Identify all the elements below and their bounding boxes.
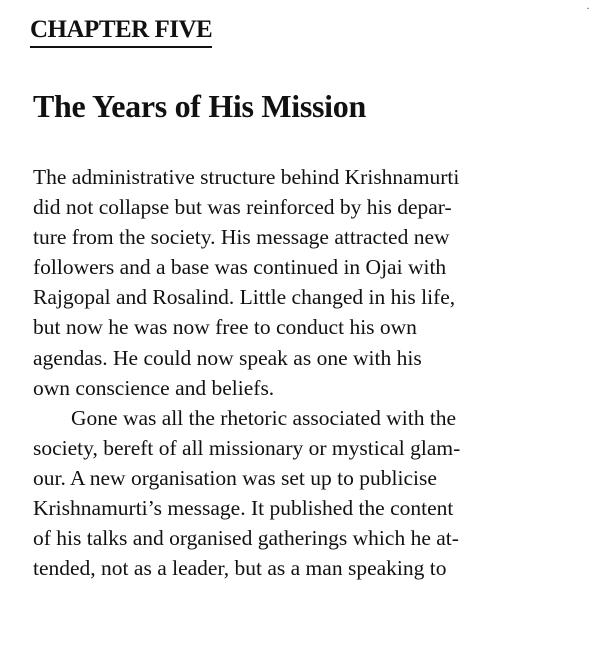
chapter-title: The Years of His Mission (33, 88, 366, 124)
text-line: Krishnamurti’s message. It published the content (33, 496, 454, 521)
text-line: of his talks and organised gatherings which he at- (33, 526, 459, 551)
paragraph-1 (33, 162, 593, 403)
paragraph-2 (33, 403, 593, 584)
text-line: did not collapse but was reinforced by his depar- (33, 195, 452, 220)
text-line: own conscience and beliefs. (33, 375, 275, 400)
text-line: but now he was now free to conduct his own (33, 315, 417, 340)
text-line: tended, not as a leader, but as a man speaking to (33, 556, 447, 581)
text-line: Rajgopal and Rosalind. Little changed in his life, (33, 285, 456, 310)
text-line: followers and a base was continued in Ojai with (33, 255, 447, 280)
text-line: agendas. He could now speak as one with his (33, 345, 422, 370)
stray-mark: · (586, 1, 590, 15)
text-line: our. A new organisation was set up to publicise (33, 465, 437, 490)
chapter-label: CHAPTER FIVE (30, 14, 212, 48)
text-line: Gone was all the rhetoric associated with the (71, 405, 457, 430)
body-text (33, 162, 593, 583)
text-line: The administrative structure behind Krishnamurti (33, 165, 460, 189)
text-line: ture from the society. His message attracted new (33, 225, 450, 250)
text-line: society, bereft of all missionary or mystical glam- (33, 435, 461, 460)
